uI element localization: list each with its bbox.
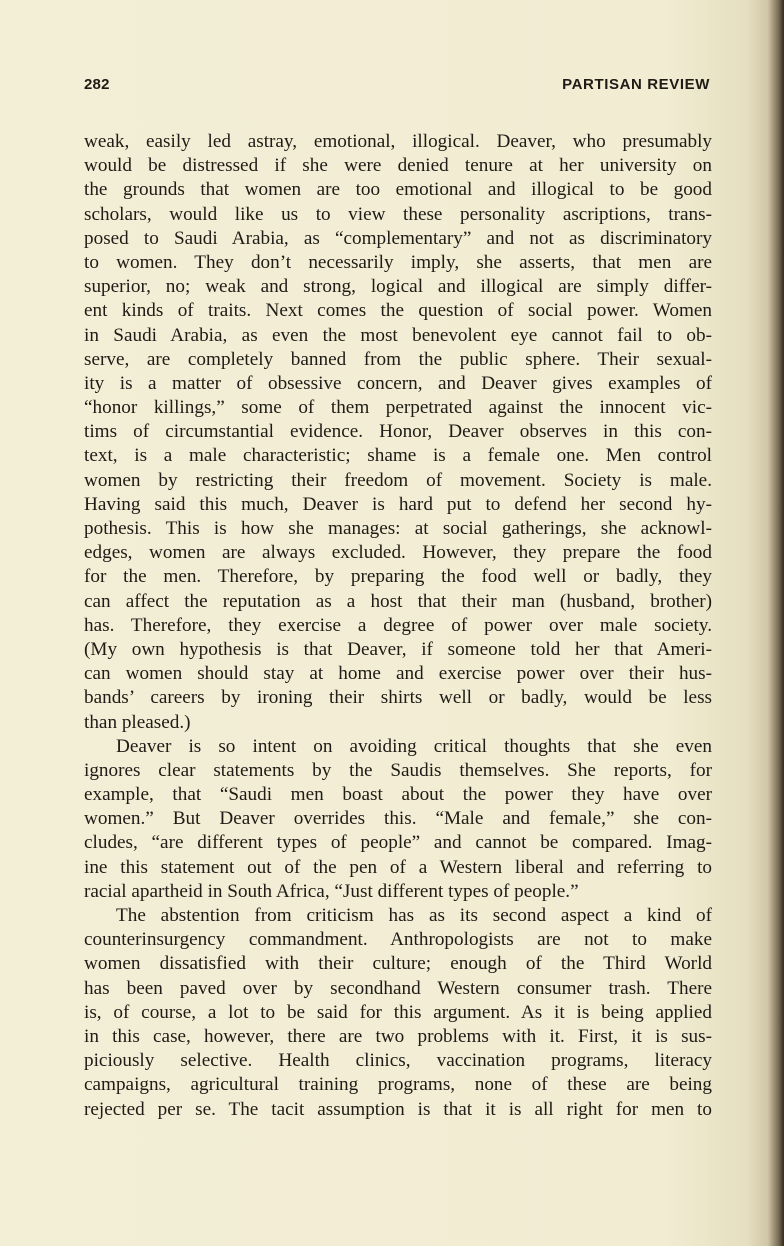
body-text (84, 130, 712, 1122)
text-line: would be distressed if she were denied tenure at her university on (84, 155, 712, 177)
text-line: weak, easily led astray, emotional, illogical. Deaver, who presumably (84, 131, 712, 152)
text-line: Deaver is so intent on avoiding critical thoughts that she even (116, 735, 712, 757)
text-line: Having said this much, Deaver is hard put to defend her second hy- (84, 493, 712, 515)
text-line: women.” But Deaver overrides this. “Male and female,” she con- (84, 808, 712, 830)
text-line: in this case, however, there are two problems with it. First, it is sus- (84, 1025, 712, 1047)
text-line: counterinsurgency commandment. Anthropologists are not to make (84, 929, 712, 951)
text-line: the grounds that women are too emotional and illogical to be good (84, 179, 712, 201)
text-line: ignores clear statements by the Saudis themselves. She reports, for (84, 759, 712, 781)
text-line: in Saudi Arabia, as even the most benevolent eye cannot fail to ob- (84, 324, 712, 346)
text-line: piciously selective. Health clinics, vaccination programs, literacy (84, 1050, 712, 1072)
page-number: 282 (84, 76, 110, 93)
text-line: cludes, “are different types of people” and cannot be compared. Imag- (84, 832, 712, 854)
text-line: ity is a matter of obsessive concern, and Deaver gives examples of (84, 372, 712, 394)
paragraph (84, 904, 712, 1122)
text-line: is, of course, a lot to be said for this argument. As it is being applied (84, 1001, 712, 1023)
text-line: to women. They don’t necessarily imply, she asserts, that men are (84, 251, 712, 273)
text-line: pothesis. This is how she manages: at social gatherings, she acknowl- (84, 518, 712, 539)
text-line: ent kinds of traits. Next comes the question of social power. Women (84, 300, 712, 322)
binding-shadow (748, 0, 784, 1246)
text-line: (My own hypothesis is that Deaver, if someone told her that Ameri- (84, 638, 712, 660)
running-head: PARTISAN REVIEW (562, 76, 710, 93)
text-line: The abstention from criticism has as its second aspect a kind of (116, 905, 712, 926)
text-line: women dissatisfied with their culture; enough of the Third World (84, 953, 712, 975)
text-line: posed to Saudi Arabia, as “complementary” and not as discriminatory (84, 227, 712, 249)
text-line: “honor killings,” some of them perpetrated against the innocent vic- (84, 397, 712, 419)
text-line: bands’ careers by ironing their shirts well or badly, would be less (84, 687, 712, 709)
paragraph (84, 735, 712, 904)
text-line: can women should stay at home and exercise power over their hus- (84, 663, 712, 685)
text-line: women by restricting their freedom of movement. Society is male. (84, 469, 712, 491)
text-line: text, is a male characteristic; shame is a female one. Men control (84, 445, 712, 467)
paragraph (84, 130, 712, 735)
text-line: for the men. Therefore, by preparing the food well or badly, they (84, 566, 712, 588)
text-line: rejected per se. The tacit assumption is that it is all right for men to (84, 1098, 712, 1120)
text-line: than pleased.) (84, 711, 191, 733)
text-line: campaigns, agricultural training programs, none of these are being (84, 1074, 712, 1096)
page-header (84, 76, 710, 96)
text-line: racial apartheid in South Africa, “Just different types of people.” (84, 880, 579, 902)
text-line: has. Therefore, they exercise a degree of power over male society. (84, 614, 712, 636)
text-line: serve, are completely banned from the public sphere. Their sexual- (84, 348, 712, 370)
text-line: has been paved over by secondhand Western consumer trash. There (84, 977, 712, 999)
text-line: can affect the reputation as a host that their man (husband, brother) (84, 590, 712, 612)
text-line: ine this statement out of the pen of a Western liberal and referring to (84, 856, 712, 878)
text-line: edges, women are always excluded. However, they prepare the food (84, 542, 712, 564)
text-line: scholars, would like us to view these personality ascriptions, trans- (84, 203, 712, 225)
text-line: example, that “Saudi men boast about the power they have over (84, 784, 712, 806)
text-line: superior, no; weak and strong, logical and illogical are simply differ- (84, 276, 712, 298)
text-line: tims of circumstantial evidence. Honor, Deaver observes in this con- (84, 421, 712, 443)
